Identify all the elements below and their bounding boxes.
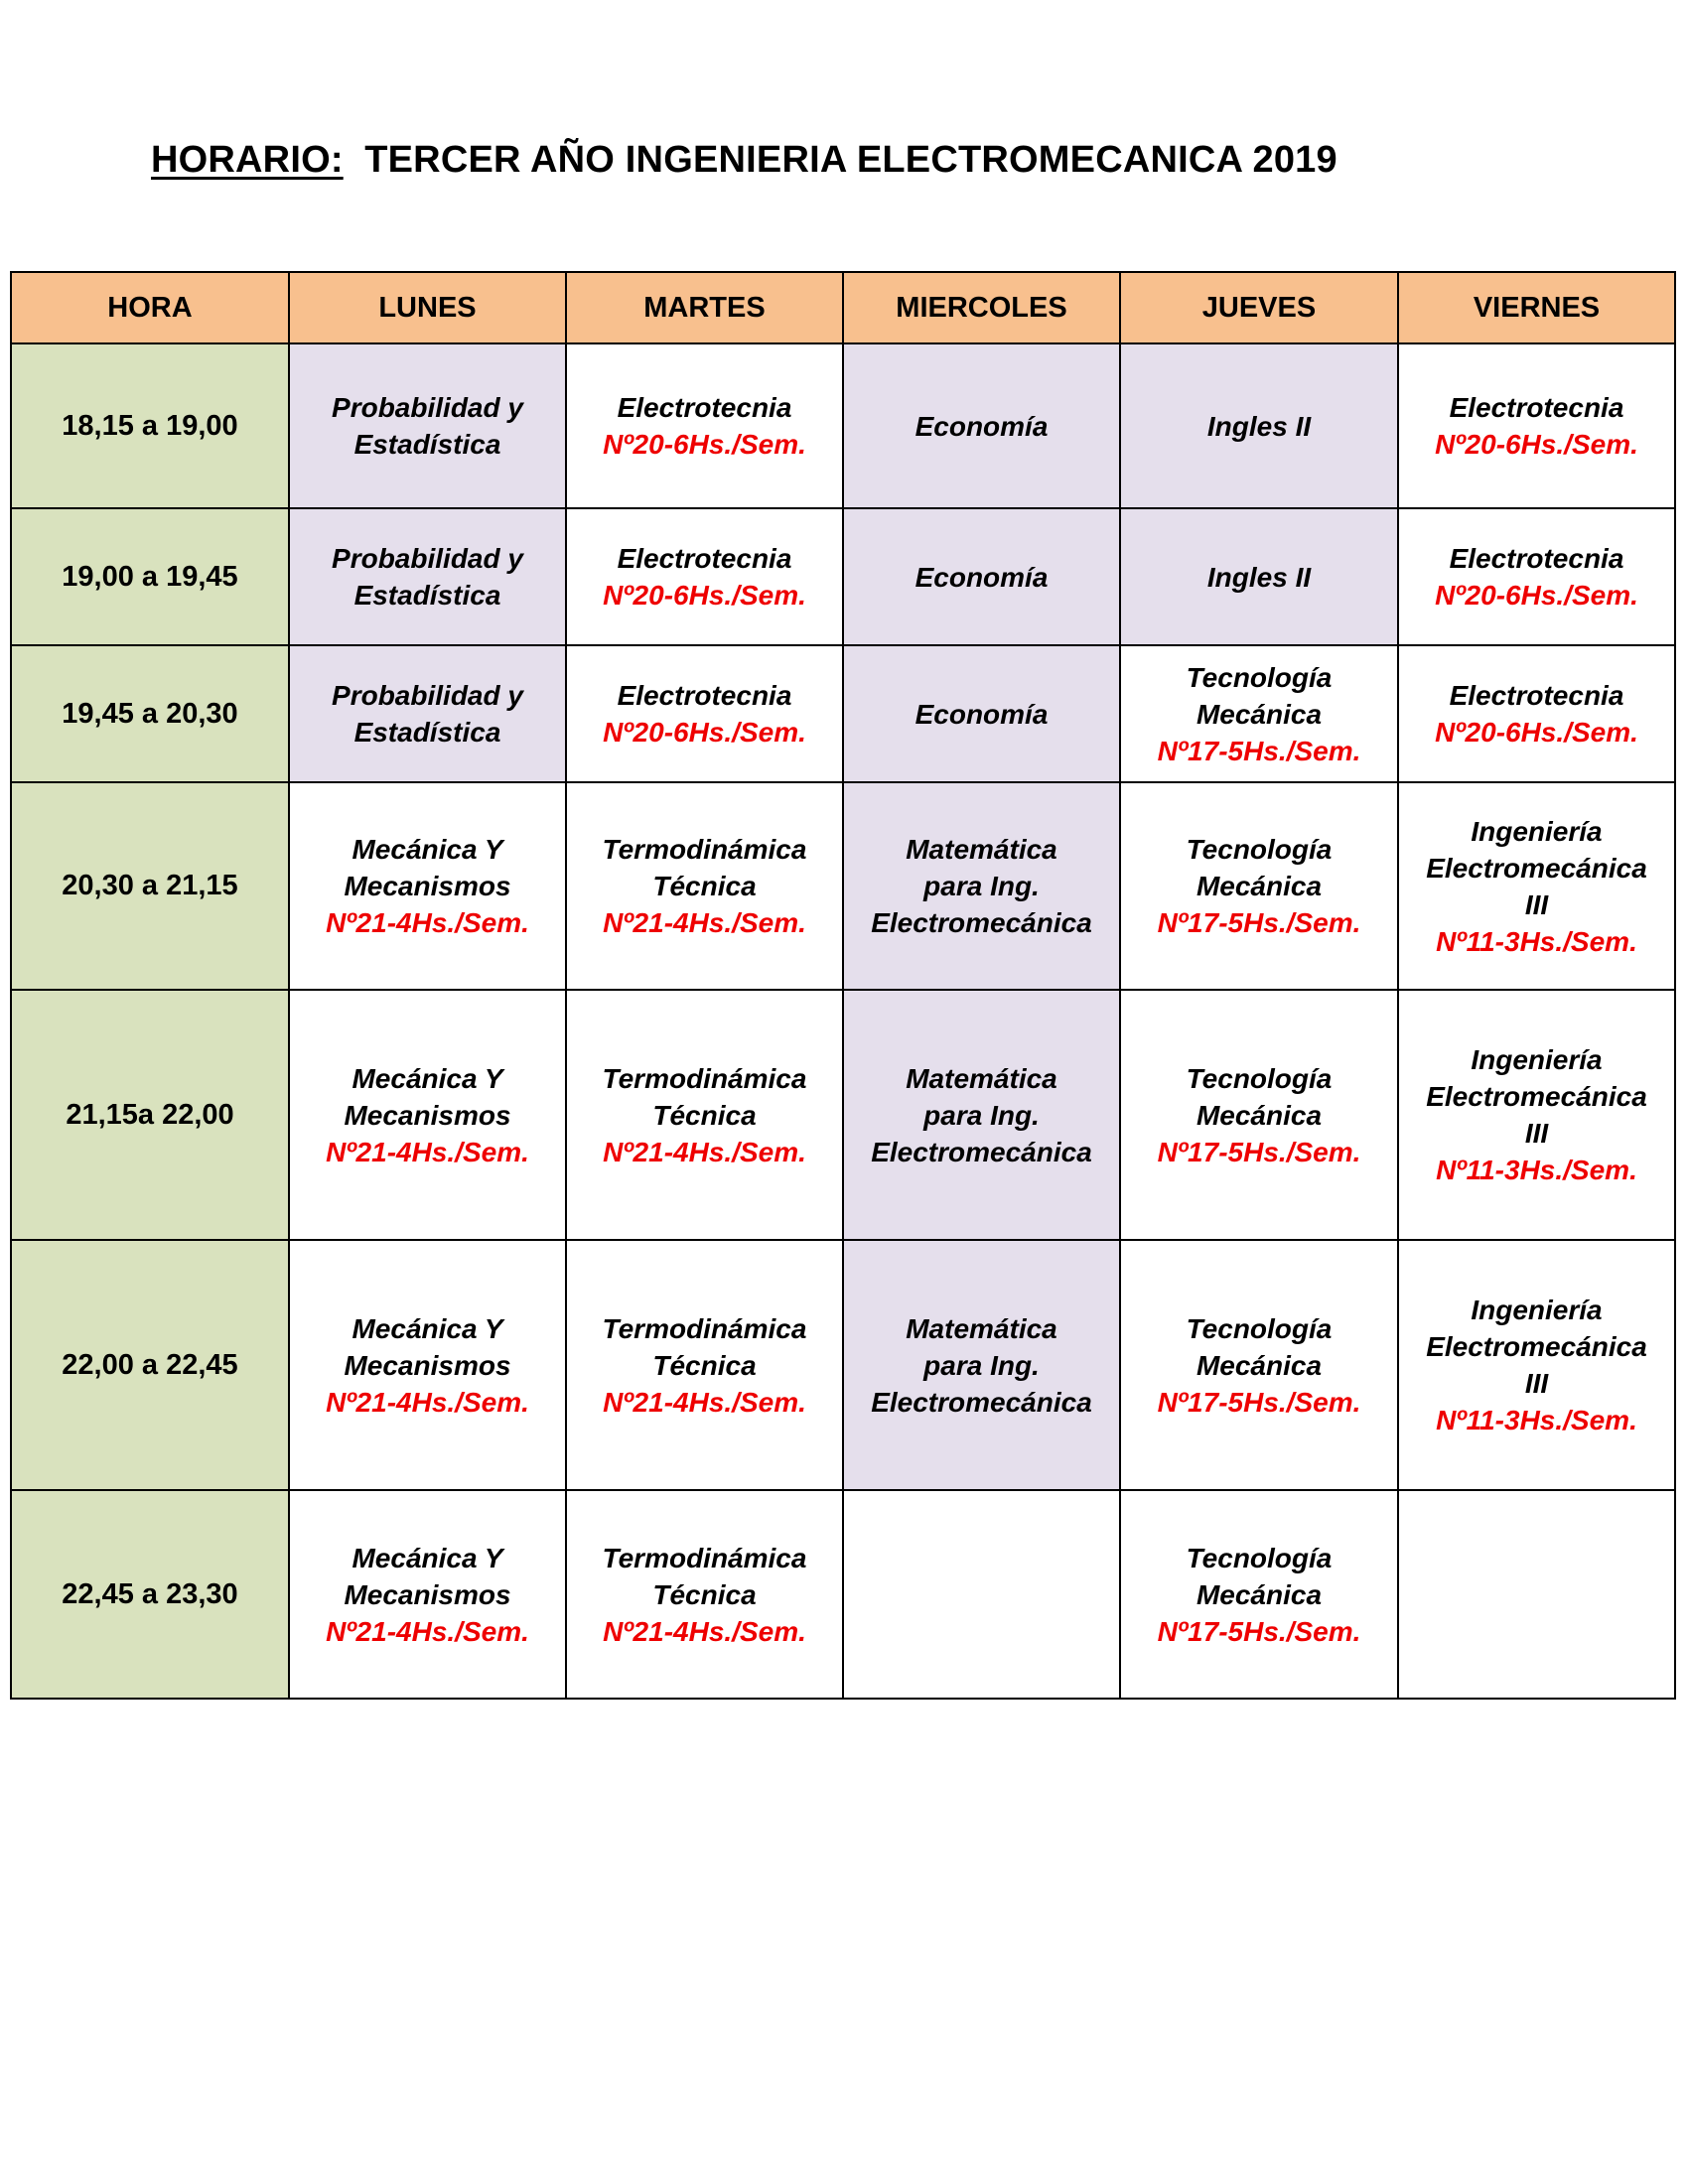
subject-line: Mecánica <box>1196 1349 1323 1381</box>
subject-line: Mecanismos <box>344 871 511 901</box>
subject-line: Ingles II <box>1206 561 1312 593</box>
class-cell-viernes <box>1398 508 1675 645</box>
class-cell-martes <box>566 508 843 645</box>
subject-line: Mecánica Y <box>352 1062 503 1094</box>
time-slot: 18,15 a 19,00 <box>11 343 289 508</box>
subject-line: Electromecánica <box>871 907 1092 938</box>
table-row <box>11 1490 1675 1699</box>
header-jueves: JUEVES <box>1120 272 1398 343</box>
course-code: Nº21-4Hs./Sem. <box>326 1386 529 1418</box>
class-cell-lunes <box>289 645 566 782</box>
subject-line: Economía <box>914 410 1049 442</box>
schedule-body <box>11 343 1675 1699</box>
time-slot: 20,30 a 21,15 <box>11 782 289 990</box>
class-cell-viernes <box>1398 990 1675 1240</box>
header-row <box>11 272 1675 343</box>
subject-line: Mecánica Y <box>352 834 503 865</box>
header-hora: HORA <box>11 272 289 343</box>
subject-line: Probabilidad y <box>332 392 523 423</box>
course-code: Nº21-4Hs./Sem. <box>603 1136 806 1167</box>
subject-line: para Ing. <box>923 871 1040 901</box>
subject-line: Electrotecnia <box>617 680 792 711</box>
class-cell-viernes <box>1398 343 1675 508</box>
course-code: Nº20-6Hs./Sem. <box>603 580 806 611</box>
subject-line: Estadística <box>353 717 501 748</box>
class-cell-miercoles <box>843 990 1120 1240</box>
table-row <box>11 343 1675 508</box>
header-viernes: VIERNES <box>1398 272 1675 343</box>
subject-line: Mecanismos <box>344 1349 511 1381</box>
table-row <box>11 1240 1675 1490</box>
course-code: Nº20-6Hs./Sem. <box>1435 717 1638 748</box>
subject-line: III <box>1524 1118 1549 1149</box>
course-code: Nº20-6Hs./Sem. <box>603 429 806 460</box>
class-cell-jueves <box>1120 782 1398 990</box>
class-cell-martes <box>566 343 843 508</box>
class-cell-lunes <box>289 1490 566 1699</box>
subject-line: Termodinámica <box>602 1062 807 1094</box>
subject-line: Electrotecnia <box>1449 680 1624 711</box>
schedule-table <box>10 271 1676 1700</box>
time-slot: 21,15a 22,00 <box>11 990 289 1240</box>
course-code: Nº17-5Hs./Sem. <box>1157 907 1361 938</box>
course-code: Nº20-6Hs./Sem. <box>1435 580 1638 611</box>
course-code: Nº21-4Hs./Sem. <box>326 907 529 938</box>
class-cell-viernes <box>1398 782 1675 990</box>
time-slot: 19,45 a 20,30 <box>11 645 289 782</box>
title-label: HORARIO: <box>151 139 344 181</box>
class-cell-miercoles <box>843 782 1120 990</box>
class-cell-martes <box>566 645 843 782</box>
table-row <box>11 782 1675 990</box>
subject-line: Mecanismos <box>344 1099 511 1131</box>
course-code: Nº11-3Hs./Sem. <box>1436 1155 1637 1185</box>
class-cell-miercoles <box>843 1240 1120 1490</box>
time-slot: 22,45 a 23,30 <box>11 1490 289 1699</box>
subject-line: Mecanismos <box>344 1578 511 1610</box>
class-cell-jueves <box>1120 645 1398 782</box>
subject-line: Termodinámica <box>602 1542 807 1573</box>
subject-line: Matemática <box>906 834 1057 865</box>
header-miercoles: MIERCOLES <box>843 272 1120 343</box>
subject-line: Electrotecnia <box>617 543 792 574</box>
subject-line: para Ing. <box>923 1349 1040 1381</box>
subject-line: III <box>1524 888 1549 920</box>
subject-line: Electromecánica <box>1426 1331 1647 1362</box>
class-cell-martes <box>566 782 843 990</box>
subject-line: Técnica <box>652 1578 757 1610</box>
subject-line: Técnica <box>652 1349 757 1381</box>
table-row <box>11 990 1675 1240</box>
class-cell-martes <box>566 990 843 1240</box>
class-cell-viernes <box>1398 645 1675 782</box>
class-cell-viernes <box>1398 1240 1675 1490</box>
subject-line: Matemática <box>906 1312 1057 1344</box>
subject-line: Electromecánica <box>1426 1081 1647 1112</box>
course-code: Nº11-3Hs./Sem. <box>1436 1405 1637 1435</box>
subject-line: Termodinámica <box>602 1312 807 1344</box>
subject-line: Mecánica Y <box>352 1312 503 1344</box>
header-lunes: LUNES <box>289 272 566 343</box>
class-cell-miercoles <box>843 508 1120 645</box>
subject-line: Ingeniería <box>1471 815 1603 847</box>
subject-line: Electrotecnia <box>1449 392 1624 423</box>
time-slot: 22,00 a 22,45 <box>11 1240 289 1490</box>
subject-line: Matemática <box>906 1062 1057 1094</box>
class-cell-lunes <box>289 1240 566 1490</box>
subject-line: Electromecánica <box>871 1386 1092 1418</box>
subject-line: Mecánica <box>1196 871 1323 901</box>
subject-line: Probabilidad y <box>332 680 523 711</box>
subject-line: III <box>1524 1368 1549 1399</box>
subject-line: Probabilidad y <box>332 543 523 574</box>
subject-line: Mecánica <box>1196 1578 1323 1610</box>
class-cell-jueves <box>1120 343 1398 508</box>
subject-line: Ingles II <box>1206 410 1312 442</box>
course-code: Nº21-4Hs./Sem. <box>326 1136 529 1167</box>
subject-line: Ingeniería <box>1471 1295 1603 1325</box>
subject-line: Mecánica <box>1196 1099 1323 1131</box>
subject-line: Mecánica Y <box>352 1542 503 1573</box>
title-text: TERCER AÑO INGENIERIA ELECTROMECANICA 2019 <box>364 139 1337 181</box>
subject-line: Electrotecnia <box>1449 543 1624 574</box>
subject-line: Electrotecnia <box>617 392 792 423</box>
subject-line: Tecnología <box>1186 1312 1333 1344</box>
class-cell-lunes <box>289 782 566 990</box>
course-code: Nº20-6Hs./Sem. <box>1435 429 1638 460</box>
course-code: Nº21-4Hs./Sem. <box>603 1615 806 1647</box>
subject-line: Técnica <box>652 871 757 901</box>
class-cell-jueves <box>1120 990 1398 1240</box>
subject-line: Estadística <box>353 429 501 460</box>
class-cell-jueves <box>1120 508 1398 645</box>
course-code: Nº11-3Hs./Sem. <box>1436 925 1637 957</box>
class-cell-lunes <box>289 508 566 645</box>
class-cell-jueves <box>1120 1240 1398 1490</box>
course-code: Nº20-6Hs./Sem. <box>603 717 806 748</box>
subject-line: Ingeniería <box>1471 1044 1603 1075</box>
class-cell-viernes <box>1398 1490 1675 1699</box>
subject-line: Estadística <box>353 580 501 611</box>
class-cell-martes <box>566 1490 843 1699</box>
course-code: Nº17-5Hs./Sem. <box>1157 1136 1361 1167</box>
course-code: Nº21-4Hs./Sem. <box>603 907 806 938</box>
class-cell-jueves <box>1120 1490 1398 1699</box>
subject-line: Tecnología <box>1186 834 1333 865</box>
subject-line: Tecnología <box>1186 661 1333 693</box>
subject-line: Electromecánica <box>1426 852 1647 884</box>
subject-line: Termodinámica <box>602 834 807 865</box>
class-cell-miercoles <box>843 1490 1120 1699</box>
class-cell-miercoles <box>843 645 1120 782</box>
subject-line: para Ing. <box>923 1099 1040 1131</box>
course-code: Nº21-4Hs./Sem. <box>326 1615 529 1647</box>
subject-line: Economía <box>914 561 1049 593</box>
subject-line: Tecnología <box>1186 1062 1333 1094</box>
table-row <box>11 645 1675 782</box>
course-code: Nº21-4Hs./Sem. <box>603 1386 806 1418</box>
class-cell-lunes <box>289 990 566 1240</box>
time-slot: 19,00 a 19,45 <box>11 508 289 645</box>
class-cell-miercoles <box>843 343 1120 508</box>
course-code: Nº17-5Hs./Sem. <box>1157 1615 1361 1647</box>
header-martes: MARTES <box>566 272 843 343</box>
subject-line: Mecánica <box>1196 698 1323 730</box>
class-cell-martes <box>566 1240 843 1490</box>
class-cell-lunes <box>289 343 566 508</box>
course-code: Nº17-5Hs./Sem. <box>1157 1386 1361 1418</box>
course-code: Nº17-5Hs./Sem. <box>1157 735 1361 766</box>
subject-line: Tecnología <box>1186 1542 1333 1573</box>
table-row <box>11 508 1675 645</box>
subject-line: Técnica <box>652 1099 757 1131</box>
subject-line: Electromecánica <box>871 1136 1092 1167</box>
page-title <box>151 139 1337 182</box>
subject-line: Economía <box>914 698 1049 730</box>
